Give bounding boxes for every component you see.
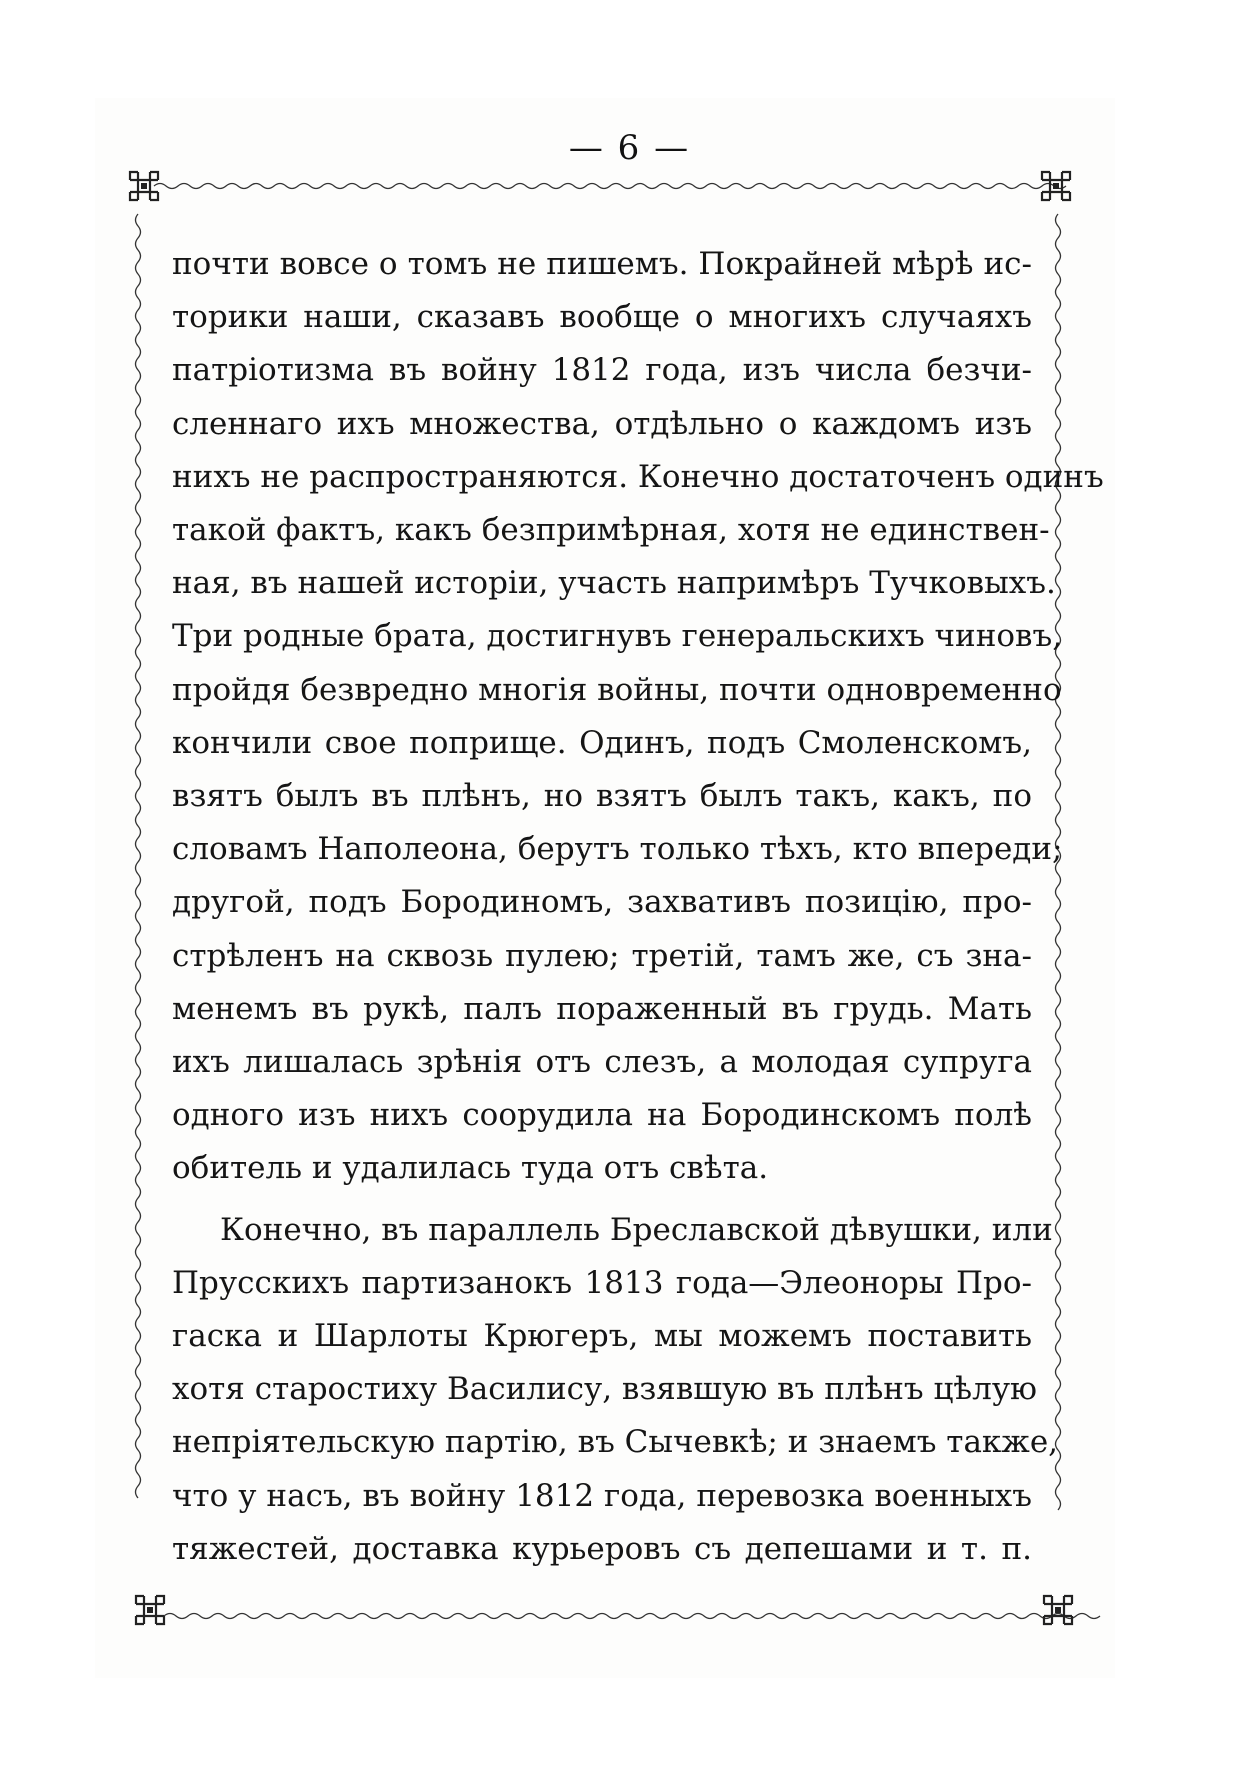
text-line: пройдя безвредно многія войны, почти одновременно — [172, 671, 1062, 708]
text-line: нихъ не распространяются. Конечно достаточенъ одинъ — [172, 458, 1104, 495]
text-line: взятъ былъ въ плѣнъ, но взятъ былъ такъ, какъ, по — [172, 778, 1032, 815]
text-line: ная, въ нашей исторіи, участь напримѣръ Тучковыхъ. — [172, 565, 1056, 602]
text-line: торики наши, сказавъ вообще о многихъ случаяхъ — [172, 299, 1032, 336]
text-line: одного изъ нихъ соорудила на Бородинскомъ полѣ — [172, 1097, 1032, 1134]
text-line: Конечно, въ параллель Бреславской дѣвушки, или — [220, 1211, 1053, 1248]
body-text — [172, 238, 1104, 1576]
text-line: гаска и Шарлоты Крюгеръ, мы можемъ поставить — [172, 1318, 1032, 1355]
text-line: Прусскихъ партизанокъ 1813 года—Элеоноры Про- — [172, 1264, 1032, 1301]
text-line: менемъ въ рукѣ, палъ пораженный въ грудь. Мать — [172, 990, 1032, 1027]
page-number: — 6 — — [568, 128, 691, 168]
text-line: такой фактъ, какъ безпримѣрная, хотя не единствен- — [172, 512, 1050, 549]
text-line: ихъ лишалась зрѣнія отъ слезъ, а молодая супруга — [172, 1044, 1032, 1081]
frame-bottom-edge — [164, 1614, 1100, 1619]
text-line: словамъ Наполеона, берутъ только тѣхъ, кто впереди; — [172, 831, 1063, 868]
text-line: другой, подъ Бородиномъ, захвативъ позицію, про- — [172, 884, 1032, 921]
text-line: хотя старостиху Василису, взявшую въ плѣнъ цѣлую — [172, 1371, 1038, 1408]
text-line: сленнаго ихъ множества, отдѣльно о каждомъ изъ — [172, 405, 1032, 442]
text-line: тяжестей, доставка курьеровъ съ депешами и т. п. — [172, 1530, 1032, 1567]
text-line: непріятельскую партію, въ Сычевкѣ; и знаемъ также, — [172, 1424, 1059, 1461]
text-line: кончили свое поприще. Одинъ, подъ Смоленскомъ, — [172, 724, 1032, 761]
text-line: Три родные брата, достигнувъ генеральскихъ чиновъ, — [172, 618, 1063, 655]
text-line: что у насъ, въ войну 1812 года, перевозка военныхъ — [172, 1477, 1032, 1514]
text-line: почти вовсе о томъ не пишемъ. Покрайней мѣрѣ ис- — [172, 246, 1032, 282]
text-line: стрѣленъ на сквозь пулею; третій, тамъ же, съ зна- — [172, 937, 1032, 974]
text-line: патріотизма въ войну 1812 года, изъ числа безчи- — [172, 352, 1032, 389]
frame-left-edge — [136, 214, 141, 1498]
text-line: обитель и удалилась туда отъ свѣта. — [172, 1150, 769, 1187]
